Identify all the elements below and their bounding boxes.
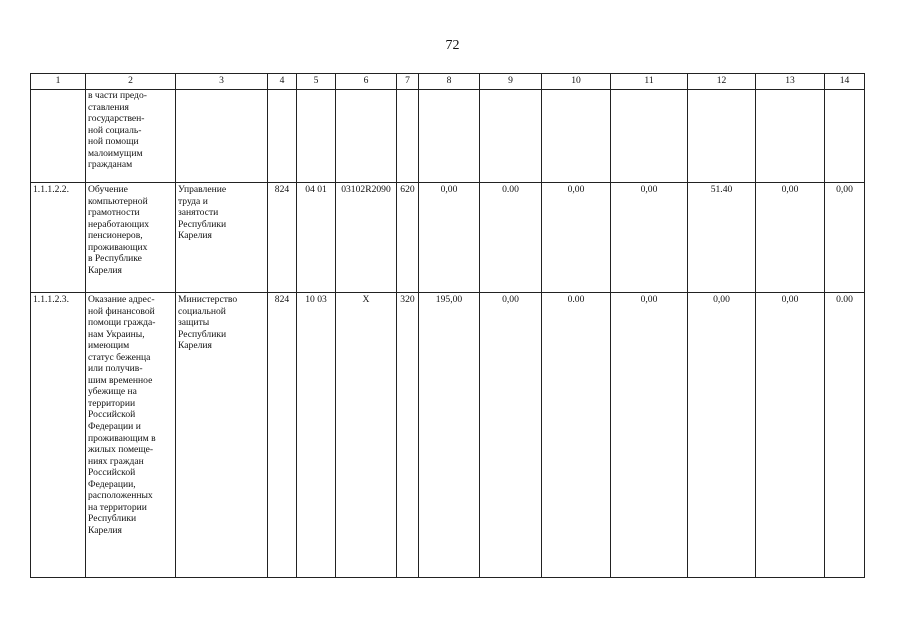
executor-cell bbox=[176, 90, 268, 183]
column-header: 4 bbox=[268, 74, 297, 90]
measure-name-cell: Обучение компьютерной грамотности неработающих пенсионеров, проживающих в Республике Карелия bbox=[86, 183, 176, 293]
rzpr-cell bbox=[297, 90, 336, 183]
measure-name-cell: в части предо- ставления государствен- ной социаль- ной помощи малоимущим гражданам bbox=[86, 90, 176, 183]
value-cell bbox=[480, 90, 542, 183]
csr-cell bbox=[336, 90, 397, 183]
value-cell bbox=[825, 90, 865, 183]
column-header: 12 bbox=[688, 74, 756, 90]
column-header: 8 bbox=[419, 74, 480, 90]
vr-cell bbox=[397, 90, 419, 183]
table-row-continuation bbox=[31, 90, 865, 183]
budget-table bbox=[30, 73, 865, 578]
header-row bbox=[31, 74, 865, 90]
measure-name-cell: Оказание адрес- ной финансовой помощи гражда- нам Украины, имеющим статус беженца или получив- шим временное убежище на территории Российской Федерации и проживающим в жилых помеще- ниях граждан Российской Федерации, расположенных на территории Республики Карелия bbox=[86, 293, 176, 578]
csr-cell: 03102R2090 bbox=[336, 183, 397, 293]
value-cell bbox=[542, 90, 611, 183]
value-cell bbox=[756, 90, 825, 183]
value-cell: 195,00 bbox=[419, 293, 480, 578]
grbs-cell: 824 bbox=[268, 183, 297, 293]
code-cell: 1.1.1.2.2. bbox=[31, 183, 86, 293]
value-cell: 0,00 bbox=[756, 183, 825, 293]
grbs-cell bbox=[268, 90, 297, 183]
value-cell: 0.00 bbox=[825, 293, 865, 578]
value-cell: 0.00 bbox=[480, 183, 542, 293]
column-header: 3 bbox=[176, 74, 268, 90]
page-number: 72 bbox=[445, 38, 460, 53]
column-header: 13 bbox=[756, 74, 825, 90]
executor-cell: Министерство социальной защиты Республики Карелия bbox=[176, 293, 268, 578]
value-cell: 0,00 bbox=[756, 293, 825, 578]
value-cell: 0,00 bbox=[542, 183, 611, 293]
value-cell: 0.00 bbox=[542, 293, 611, 578]
column-header: 2 bbox=[86, 74, 176, 90]
value-cell bbox=[688, 90, 756, 183]
column-header: 1 bbox=[31, 74, 86, 90]
table-row bbox=[31, 183, 865, 293]
column-header: 11 bbox=[611, 74, 688, 90]
rzpr-cell: 10 03 bbox=[297, 293, 336, 578]
value-cell bbox=[611, 90, 688, 183]
grbs-cell: 824 bbox=[268, 293, 297, 578]
value-cell: 0,00 bbox=[480, 293, 542, 578]
value-cell: 51.40 bbox=[688, 183, 756, 293]
column-header: 9 bbox=[480, 74, 542, 90]
column-header: 5 bbox=[297, 74, 336, 90]
column-header: 7 bbox=[397, 74, 419, 90]
column-header: 6 bbox=[336, 74, 397, 90]
column-header: 14 bbox=[825, 74, 865, 90]
csr-cell: X bbox=[336, 293, 397, 578]
vr-cell: 320 bbox=[397, 293, 419, 578]
vr-cell: 620 bbox=[397, 183, 419, 293]
value-cell: 0,00 bbox=[419, 183, 480, 293]
value-cell: 0,00 bbox=[825, 183, 865, 293]
value-cell: 0,00 bbox=[611, 293, 688, 578]
code-cell bbox=[31, 90, 86, 183]
value-cell: 0,00 bbox=[688, 293, 756, 578]
executor-cell: Управление труда и занятости Республики Карелия bbox=[176, 183, 268, 293]
table-row bbox=[31, 293, 865, 578]
rzpr-cell: 04 01 bbox=[297, 183, 336, 293]
code-cell: 1.1.1.2.3. bbox=[31, 293, 86, 578]
value-cell bbox=[419, 90, 480, 183]
value-cell: 0,00 bbox=[611, 183, 688, 293]
column-header: 10 bbox=[542, 74, 611, 90]
